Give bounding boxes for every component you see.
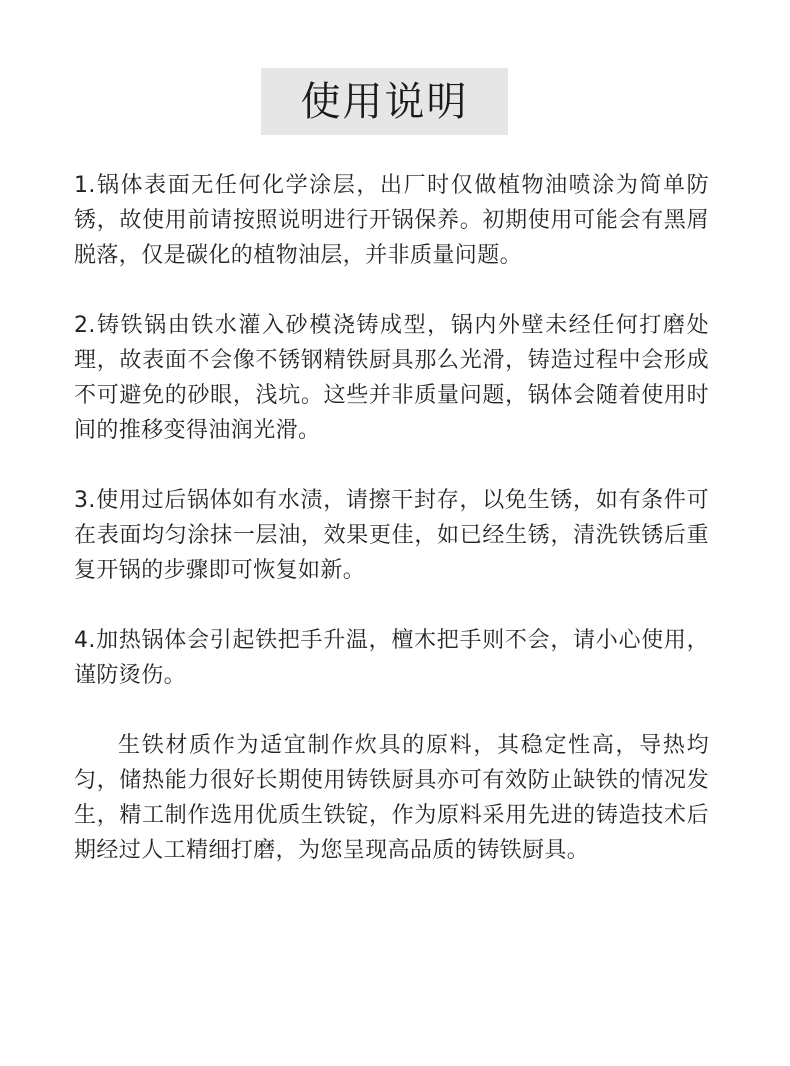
instruction-item-2: 2.铸铁锅由铁水灌入砂模浇铸成型，锅内外壁未经任何打磨处理，故表面不会像不锈钢精铁厨具那么光滑，铸造过程中会形成不可避免的砂眼，浅坑。这些并非质量问题，锅体会随着使用时间的推移变得油润光滑。	[74, 313, 709, 443]
material-description: 生铁材质作为适宜制作炊具的原料，其稳定性高，导热均匀，储热能力很好长期使用铸铁厨具亦可有效防止缺铁的情况发生，精工制作选用优质生铁锭，作为原料采用先进的铸造技术后期经过人工精细打磨，为您呈现高品质的铸铁厨具。	[74, 733, 709, 863]
instructions-body	[74, 168, 709, 868]
instruction-item-1: 1.锅体表面无任何化学涂层，出厂时仅做植物油喷涂为简单防锈，故使用前请按照说明进行开锅保养。初期使用可能会有黑屑脱落，仅是碳化的植物油层，并非质量问题。	[74, 173, 709, 268]
title-banner	[261, 68, 508, 135]
instruction-item-3: 3.使用过后锅体如有水渍，请擦干封存，以免生锈，如有条件可在表面均匀涂抹一层油，效果更佳，如已经生锈，清洗铁锈后重复开锅的步骤即可恢复如新。	[74, 488, 709, 583]
page-title: 使用说明	[300, 78, 469, 125]
instruction-item-4: 4.加热锅体会引起铁把手升温，檀木把手则不会，请小心使用，谨防烫伤。	[74, 628, 709, 688]
